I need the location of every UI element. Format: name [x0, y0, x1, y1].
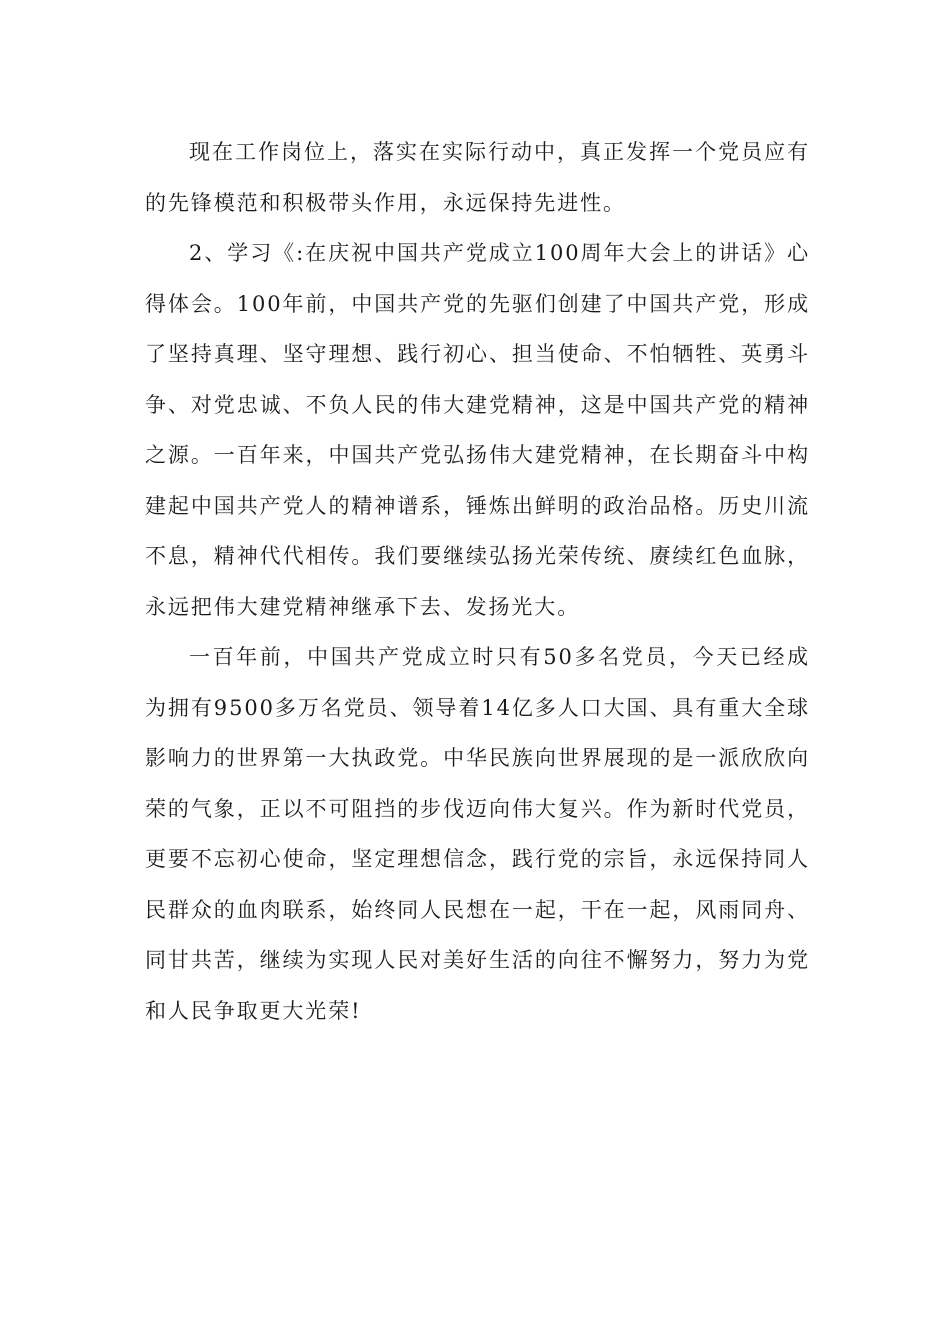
document-body	[145, 127, 810, 1036]
paragraph-study-reflection: 2、学习《:在庆祝中国共产党成立100周年大会上的讲话》心得体会。100年前，中国共产党的先驱们创建了中国共产党，形成了坚持真理、坚守理想、践行初心、担当使命、不怕牺牲、英勇斗争、对党忠诚、不负人民的伟大建党精神，这是中国共产党的精神之源。一百年来，中国共产党弘扬伟大建党精神，在长期奋斗中构建起中国共产党人的精神谱系，锤炼出鲜明的政治品格。历史川流不息，精神代代相传。我们要继续弘扬光荣传统、赓续红色血脉，永远把伟大建党精神继承下去、发扬光大。	[145, 241, 810, 619]
paragraph-party-history: 一百年前，中国共产党成立时只有50多名党员，今天已经成为拥有9500多万名党员、领导着14亿多人口大国、具有重大全球影响力的世界第一大执政党。中华民族向世界展现的是一派欣欣向荣的气象，正以不可阻挡的步伐迈向伟大复兴。作为新时代党员，更要不忘初心使命，坚定理想信念，践行党的宗旨，永远保持同人民群众的血肉联系，始终同人民想在一起，干在一起，风雨同舟、同甘共苦，继续为实现人民对美好生活的向往不懈努力，努力为党和人民争取更大光荣!	[145, 645, 810, 1023]
paragraph-continuation: 现在工作岗位上，落实在实际行动中，真正发挥一个党员应有的先锋模范和积极带头作用，永远保持先进性。	[145, 140, 810, 215]
